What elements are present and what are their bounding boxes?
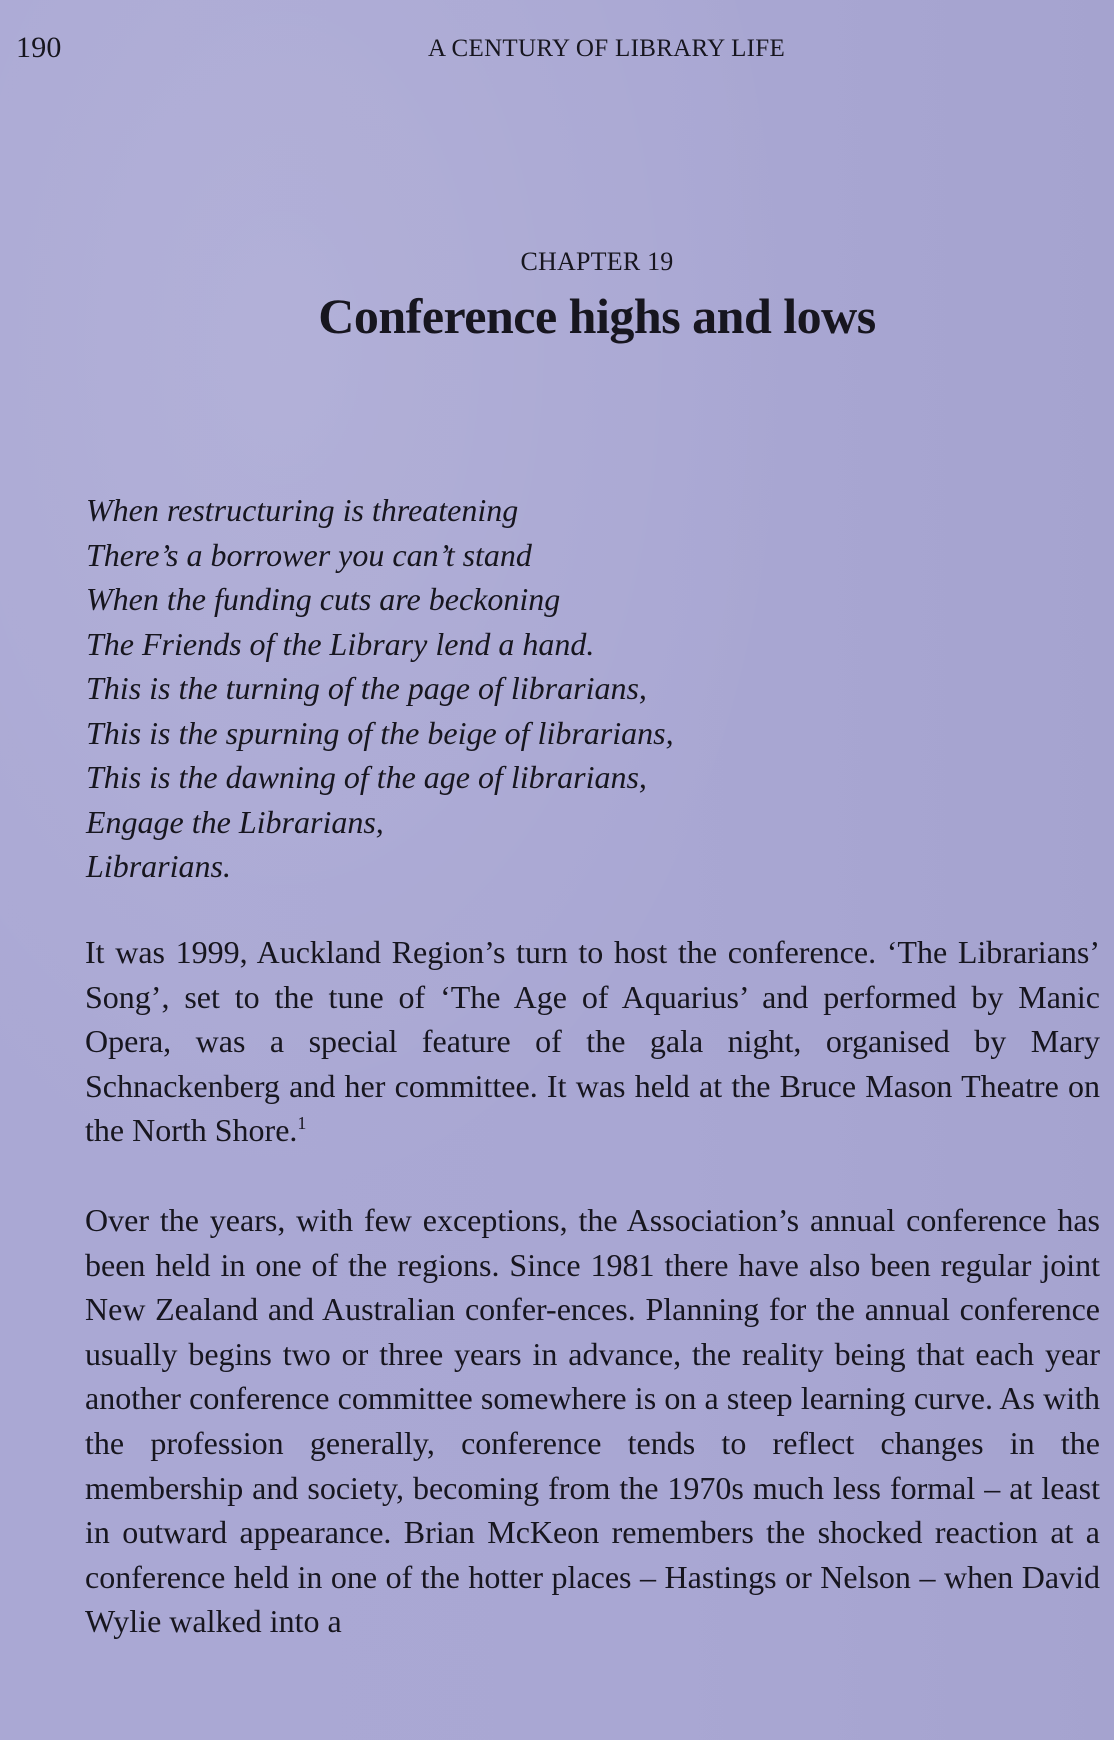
verse-line: This is the spurning of the beige of librarians, (86, 714, 674, 751)
page-header (0, 30, 1114, 66)
page-number: 190 (16, 31, 62, 64)
body-paragraph-2: Over the years, with few exceptions, the Association’s annual conference has been held in one of the regions. Since 1981 there have also been regular joint New Zealand and Australian confer-ences. Planning for the annual conference usually begins two or three years in advance, the reality being that each year another conference committee somewhere is on a steep learning curve. As with the profession generally, conference tends to reflect changes in the membership and society, becoming from the 1970s much less formal – at least in outward appearance. Brian McKeon remembers the shocked reaction at a conference held in one of the hotter places – Hastings or Nelson – when David Wylie walked into a (85, 1202, 1100, 1640)
chapter-label: CHAPTER 19 (520, 247, 674, 276)
verse-line: This is the turning of the page of librarians, (86, 670, 647, 706)
chapter-title: Conference highs and lows (318, 288, 876, 344)
verse-line: Engage the Librarians, (86, 803, 384, 840)
verse-line: When restructuring is threatening (86, 492, 519, 528)
chapter-heading (0, 246, 1114, 345)
body-paragraph-1 (85, 930, 1100, 1153)
footnote-marker[interactable]: 1 (297, 1113, 307, 1134)
paragraph-1-text: It was 1999, Auckland Region’s turn to host the conference. ‘The Librarians’ Song’, set to the tune of ‘The Age of Aquarius’ and performed by Manic Opera, was a special feature of the gala night, organised by Mary Schnackenberg and her committee. It was held at the Bruce Mason Theatre on the North Shore. (85, 934, 1100, 1149)
verse-line: When the funding cuts are beckoning (86, 581, 561, 617)
verse-line: Librarians. (86, 848, 231, 884)
verse-line: There’s a borrower you can’t stand (86, 536, 532, 573)
verse-line: The Friends of the Library lend a hand. (86, 625, 595, 662)
verse-line: This is the dawning of the age of librarians, (86, 759, 647, 795)
epigraph-verse (86, 488, 806, 889)
running-head: A CENTURY OF LIBRARY LIFE (428, 35, 786, 62)
